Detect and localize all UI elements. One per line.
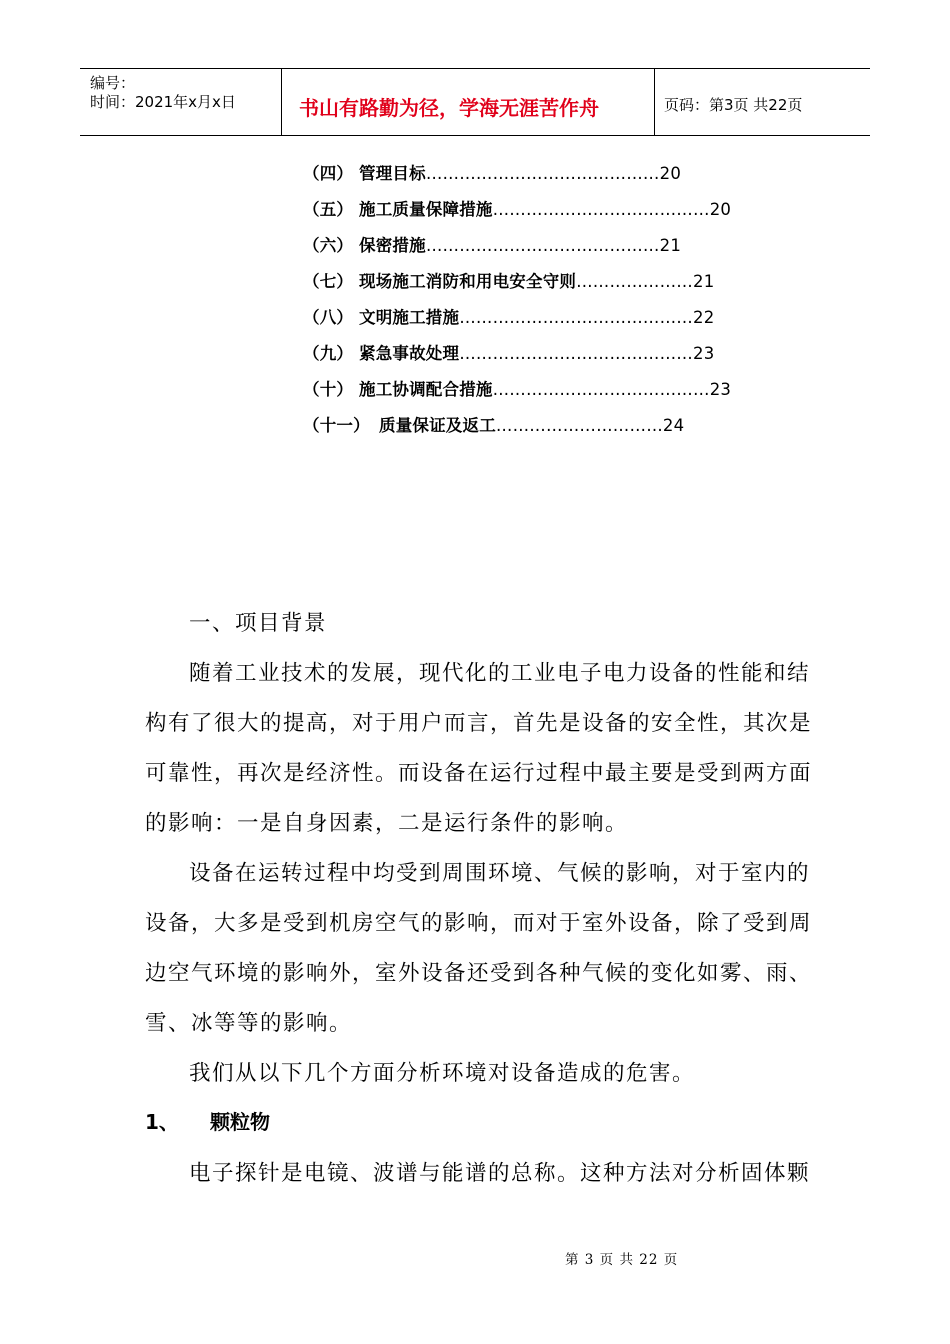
toc-entry (303, 196, 731, 220)
toc-entry-title: 现场施工消防和用电安全守则 (359, 272, 577, 291)
subheading-title: 颗粒物 (210, 1110, 270, 1134)
toc-entry (303, 376, 731, 400)
paragraph-line: 可靠性，再次是经济性。而设备在运行过程中最主要是受到两方面 (145, 761, 813, 786)
toc-entry-page: 23 (709, 380, 732, 399)
footer-page-number: 第 3 页 共 22 页 (565, 1252, 679, 1268)
header-top-border (80, 68, 870, 69)
toc-entry-leader: ………………………… (495, 416, 663, 435)
header-divider-right (654, 68, 655, 136)
toc-entry-leader: …………………………………… (425, 236, 660, 255)
toc-entry-page: 24 (662, 416, 685, 435)
toc-entry-leader: ………………………………… (492, 380, 710, 399)
toc-entry (303, 160, 681, 184)
toc-entry (303, 412, 684, 436)
toc-entry-number: （六） (303, 236, 354, 255)
toc-entry-number: （七） (303, 272, 354, 291)
toc-entry-title: 保密措施 (359, 236, 426, 255)
toc-entry-page: 22 (693, 308, 715, 327)
paragraph-line: 电子探针是电镜、波谱与能谱的总称。这种方法对分析固体颗 (189, 1161, 811, 1186)
toc-entry-number: （十一） (303, 416, 370, 435)
toc-entry-title: 文明施工措施 (359, 308, 460, 327)
paragraph-line: 边空气环境的影响外，室外设备还受到各种气候的变化如雾、雨、 (145, 961, 813, 986)
toc-entry-page: 21 (659, 236, 682, 255)
toc-entry-title: 管理目标 (359, 164, 426, 183)
toc-entry-leader: …………………………………… (425, 164, 660, 183)
toc-entry-title: 施工质量保障措施 (359, 200, 493, 219)
toc-entry-number: （四） (303, 164, 354, 183)
time-label: 时间：2021年x月x日 (90, 93, 236, 111)
toc-entry-title: 施工协调配合措施 (359, 380, 493, 399)
toc-entry-page: 20 (709, 200, 732, 219)
toc-entry-leader: ………………………………… (492, 200, 710, 219)
toc-entry-number: （十） (303, 380, 354, 399)
motto: 书山有路勤为径，学海无涯苦作舟 (299, 96, 599, 120)
toc-entry-page: 23 (693, 344, 715, 363)
paragraph-line: 雪、冰等等的影响。 (145, 1011, 353, 1036)
paragraph-line: 设备在运转过程中均受到周围环境、气候的影响，对于室内的 (189, 861, 811, 886)
paragraph-line: 设备，大多是受到机房空气的影响，而对于室外设备，除了受到周 (145, 911, 813, 936)
paragraph-line: 我们从以下几个方面分析环境对设备造成的危害。 (189, 1061, 696, 1086)
toc-entry-title: 质量保证及返工 (379, 416, 496, 435)
toc-entry (303, 340, 714, 364)
toc-entry-number: （九） (303, 344, 354, 363)
toc-entry-leader: ………………… (576, 272, 694, 291)
section-title: 一、项目背景 (189, 611, 328, 636)
toc-entry-number: （八） (303, 308, 354, 327)
subheading-number: 1、 (145, 1110, 179, 1134)
toc-entry-page: 20 (659, 164, 682, 183)
toc-entry-title: 紧急事故处理 (359, 344, 460, 363)
toc-entry (303, 268, 714, 292)
toc-entry (303, 232, 681, 256)
toc-entry-number: （五） (303, 200, 354, 219)
paragraph-line: 的影响：一是自身因素，二是运行条件的影响。 (145, 811, 629, 836)
paragraph-line: 随着工业技术的发展，现代化的工业电子电力设备的性能和结 (189, 661, 811, 686)
header-divider-left (281, 68, 282, 136)
toc-entry-page: 21 (693, 272, 715, 291)
toc-entry-leader: …………………………………… (459, 344, 694, 363)
header-bottom-border (80, 135, 870, 136)
toc-entry-leader: …………………………………… (459, 308, 694, 327)
header-page-info: 页码：第3页 共22页 (664, 96, 803, 114)
toc-entry (303, 304, 714, 328)
paragraph-line: 构有了很大的提高，对于用户而言，首先是设备的安全性，其次是 (145, 711, 813, 736)
serial-label: 编号： (90, 74, 136, 92)
